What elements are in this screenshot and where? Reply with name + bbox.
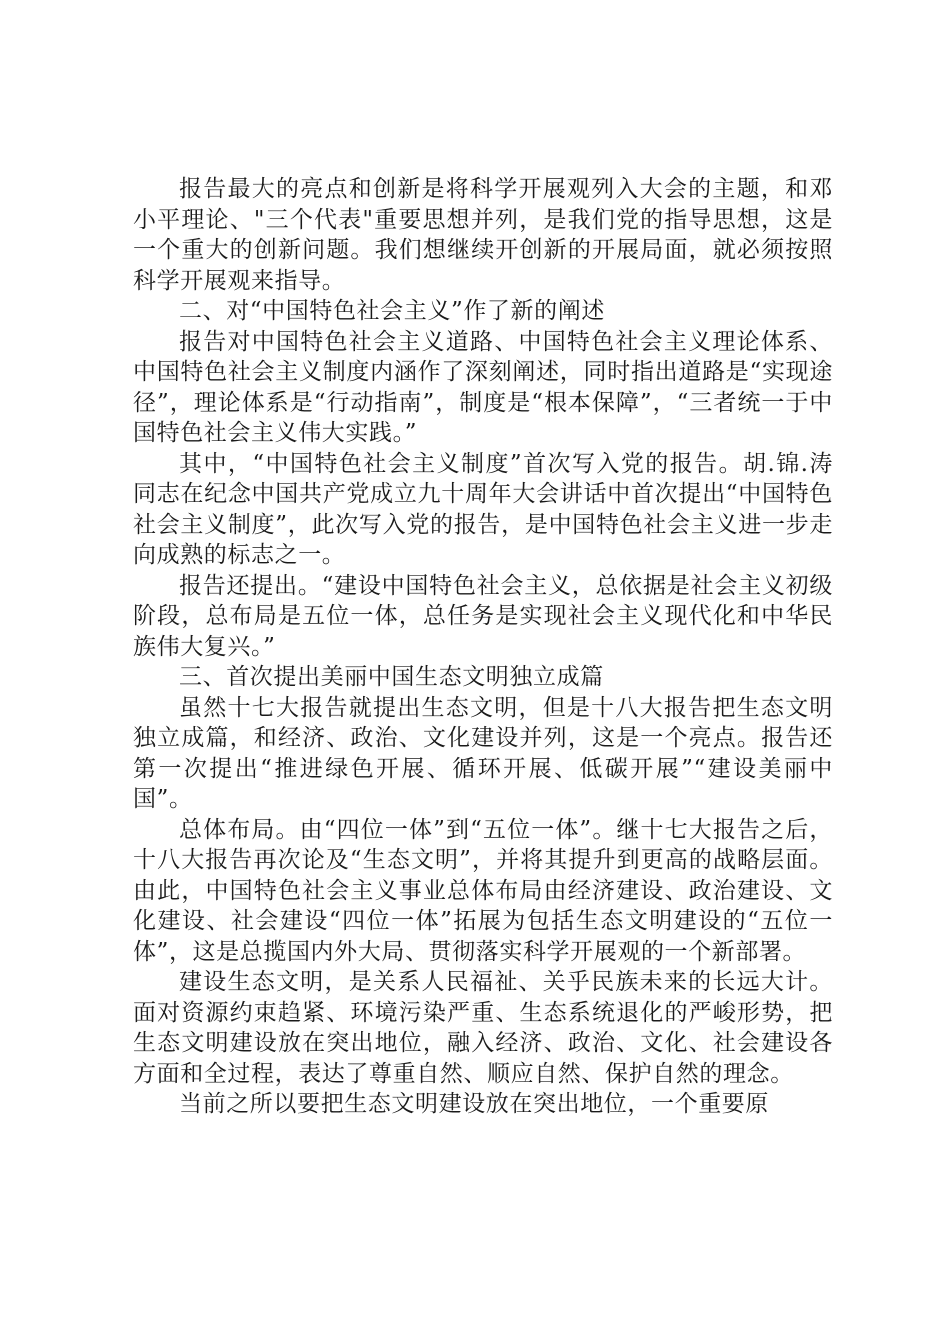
- section-heading-3: 三、首次提出美丽中国生态文明独立成篇: [179, 664, 604, 690]
- paragraph-socialism-system: 其中，“中国特色社会主义制度”首次写入党的报告。胡.锦.涛同志在纪念中国共产党成立九十周年大会讲话中首次提出“中国特色社会主义制度”，此次写入党的报告，是中国特色社会主义进一步走向成熟的标志之一。: [133, 450, 833, 568]
- paragraph-report-proposal: 报告还提出。“建设中国特色社会主义，总依据是社会主义初级阶段，总布局是五位一体，总任务是实现社会主义现代化和中华民族伟大复兴。”: [133, 572, 833, 660]
- paragraph-socialism-elaboration: 报告对中国特色社会主义道路、中国特色社会主义理论体系、中国特色社会主义制度内涵作了深刻阐述，同时指出道路是“实现途径”，理论体系是“行动指南”，制度是“根本保障”，“三者统一于中国特色社会主义伟大实践。”: [133, 328, 833, 446]
- paragraph-building-ecology: 建设生态文明，是关系人民福祉、关乎民族未来的长远大计。面对资源约束趋紧、环境污染严重、生态系统退化的严峻形势，把生态文明建设放在突出地位，融入经济、政治、文化、社会建设各方面和全过程，表达了尊重自然、顺应自然、保护自然的理念。: [133, 969, 833, 1087]
- paragraph-current-reason: 当前之所以要把生态文明建设放在突出地位，一个重要原: [179, 1091, 769, 1117]
- document-body: [133, 174, 833, 1120]
- paragraph-overall-layout: 总体布局。由“四位一体”到“五位一体”。继十七大报告之后，十八大报告再次论及“生态文明”，并将其提升到更高的战略层面。由此，中国特色社会主义事业总体布局由经济建设、政治建设、文化建设、社会建设“四位一体”拓展为包括生态文明建设的“五位一体”，这是总揽国内外大局、贯彻落实科学开展观的一个新部署。: [133, 816, 833, 965]
- section-heading-2: 二、对“中国特色社会主义”作了新的阐述: [179, 298, 605, 324]
- paragraph-highlight-innovation: 报告最大的亮点和创新是将科学开展观列入大会的主题，和邓小平理论、"三个代表"重要思想并列，是我们党的指导思想，这是一个重大的创新问题。我们想继续开创新的开展局面，就必须按照科学开展观来指导。: [133, 176, 833, 294]
- paragraph-ecological-civilization: 虽然十七大报告就提出生态文明，但是十八大报告把生态文明独立成篇，和经济、政治、文化建设并列，这是一个亮点。报告还第一次提出“推进绿色开展、循环开展、低碳开展”“建设美丽中国”。: [133, 694, 833, 812]
